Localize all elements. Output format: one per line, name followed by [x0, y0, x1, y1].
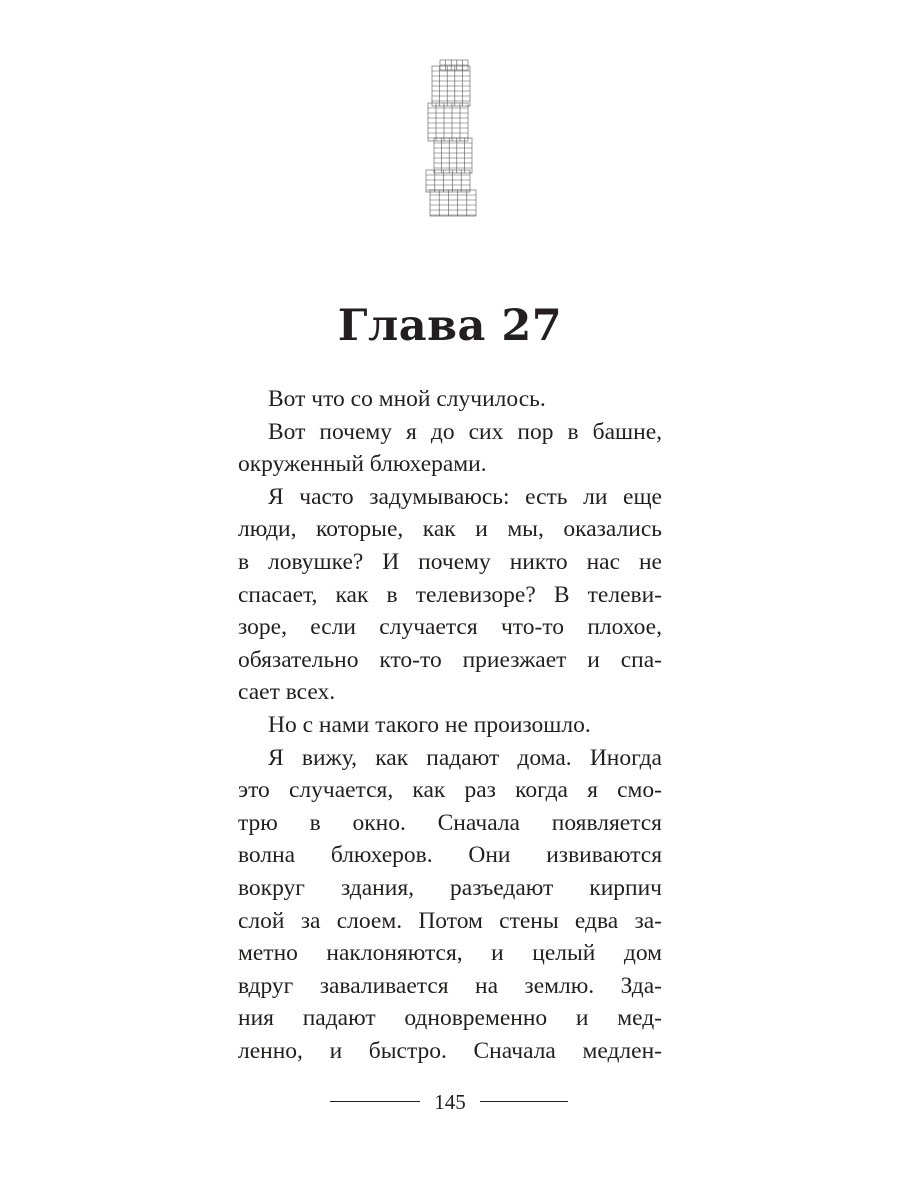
text-line: метно наклоняются, и целый дом	[238, 940, 662, 967]
text-line: волна блюхеров. Они извиваются	[238, 842, 662, 869]
text-line: Вот что со мной случилось.	[268, 386, 546, 412]
text-line: ленно, и быстро. Сначала медлен-	[238, 1037, 662, 1064]
chapter-title: Глава 27	[337, 300, 563, 351]
text-line: слой за слоем. Потом стены едва за-	[238, 907, 662, 934]
text-line: ния падают одновременно и мед-	[238, 1005, 662, 1032]
text-line: спасает, как в телевизоре? В телеви-	[238, 581, 662, 608]
text-line: зоре, если случается что-то плохое,	[238, 614, 662, 641]
text-line: трю в окно. Сначала появляется	[238, 809, 662, 836]
text-line: Но с нами такого не произошло.	[268, 711, 591, 738]
chapter-body	[238, 383, 662, 1067]
text-line: вдруг заваливается на землю. Зда-	[238, 972, 662, 999]
page-number: 145	[434, 1090, 466, 1114]
footer-rule-right	[480, 1101, 568, 1102]
tower-illustration	[420, 58, 484, 218]
text-line: обязательно кто-то приезжает и спа-	[238, 646, 662, 673]
text-line: окруженный блюхерами.	[238, 451, 487, 478]
text-line: люди, которые, как и мы, оказались	[238, 516, 662, 543]
text-line: Я часто задумываюсь: есть ли еще	[268, 483, 662, 510]
text-line: вокруг здания, разъедают кирпич	[238, 874, 662, 901]
text-line: это случается, как раз когда я смо-	[238, 777, 662, 804]
page-footer	[0, 1090, 900, 1120]
text-line: сает всех.	[238, 679, 336, 706]
text-line: Я вижу, как падают дома. Иногда	[268, 744, 662, 771]
text-line: Вот почему я до сих пор в башне,	[268, 418, 662, 445]
text-line: в ловушке? И почему никто нас не	[238, 548, 662, 575]
